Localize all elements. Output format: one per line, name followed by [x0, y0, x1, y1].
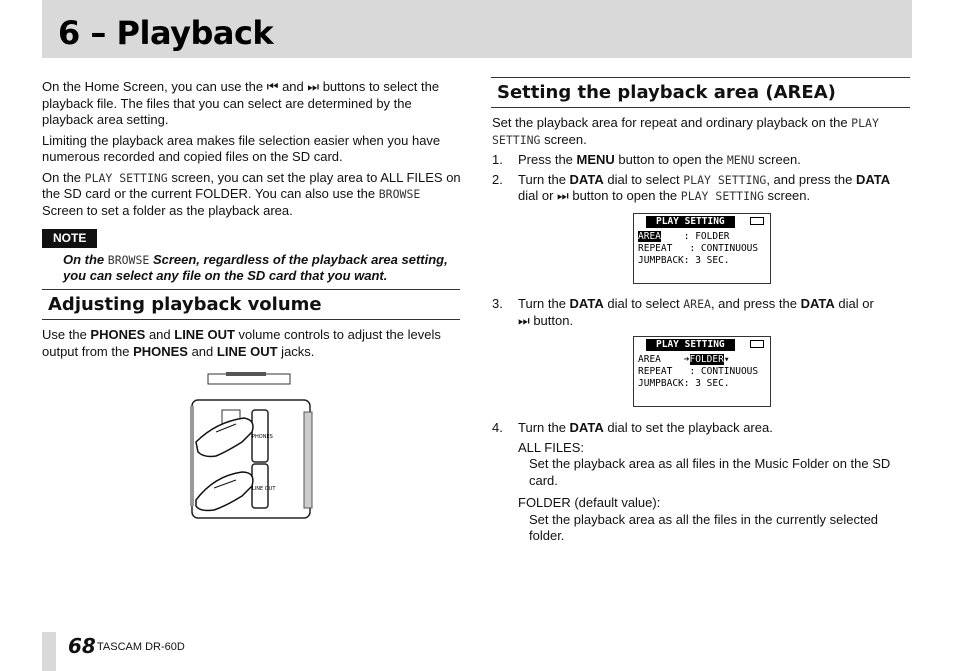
option-allfiles-label: ALL FILES: [518, 439, 584, 455]
text: dial or [834, 296, 874, 311]
text: , and press the [766, 171, 856, 187]
text: volume controls to adjust the levels output from the [42, 327, 441, 359]
step-number: 4. [492, 420, 503, 435]
text: Turn the [518, 420, 570, 435]
lcd-row-area [638, 354, 766, 366]
step-1 [492, 152, 912, 169]
step-4 [492, 420, 912, 437]
text: dial to select [603, 171, 684, 187]
text: and [145, 327, 175, 342]
step-2 [492, 172, 912, 205]
chapter-title: 6 – Playback [58, 14, 274, 52]
bold-term: DATA [800, 296, 835, 311]
bold-term: DATA [569, 171, 604, 187]
battery-icon [750, 217, 764, 225]
text: dial to set the playback area. [603, 420, 773, 435]
step-number: 3. [492, 296, 503, 311]
text: Press the [518, 152, 577, 167]
arrow-right-icon: ➔ [683, 354, 690, 365]
bold-term: DATA [569, 420, 604, 435]
screen-name: AREA [683, 297, 711, 311]
bold-term: LINE OUT [216, 343, 278, 359]
note-text [63, 252, 462, 285]
note-badge: NOTE [42, 229, 97, 248]
text: and [187, 343, 217, 359]
limit-paragraph: Limiting the playback area makes file selection easier when you have numerous recorded and copied files on the SD card. [42, 132, 441, 164]
text: jacks. [277, 343, 315, 359]
step-number: 2. [492, 171, 503, 187]
text: On the Home Screen, you can use the [42, 79, 267, 94]
screen-name: PLAY SETTING [680, 189, 764, 203]
chevron-down-icon: ▾ [723, 354, 730, 365]
area-intro [492, 115, 912, 148]
step-number: 1. [492, 152, 503, 167]
screen-name: PLAY SETTING [84, 170, 168, 185]
text: Screen, regardless of the playback area setting, you can select any file on the SD card that you want. [63, 251, 448, 283]
lcd-title: PLAY SETTING [646, 216, 735, 228]
lcd-row-repeat: REPEAT : CONTINUOUS [638, 243, 759, 254]
skip-forward-icon: ⏭ [307, 79, 320, 94]
left-column [42, 79, 462, 289]
phones-label: PHONES [252, 434, 273, 440]
lcd-row-jumpback: JUMPBACK: 3 SEC. [638, 378, 730, 389]
text: On the [42, 169, 85, 185]
lcd-title: PLAY SETTING [646, 339, 735, 351]
text: Turn the [518, 171, 570, 187]
step-4-block [492, 420, 912, 549]
bold-term: MENU [576, 152, 615, 167]
text: On the [63, 251, 108, 267]
skip-forward-icon: ⏭ [557, 188, 569, 203]
section-heading-area: Setting the playback area (AREA) [491, 77, 910, 108]
text: and [278, 79, 308, 94]
skip-forward-icon: ⏭ [518, 312, 530, 328]
section-heading-volume: Adjusting playback volume [42, 289, 460, 320]
text: Turn the [518, 296, 570, 311]
option-folder-label: FOLDER (default value): [518, 495, 661, 510]
lcd-row-repeat: REPEAT : CONTINUOUS [638, 366, 759, 377]
lcd-label: AREA [638, 354, 684, 365]
bold-term: DATA [855, 171, 891, 187]
text: screen, you can set the play area to ALL FILES on the SD card or the current FOLDER. You can also use the [42, 169, 461, 201]
right-column [492, 115, 912, 208]
line-out-label: LINE OUT [252, 486, 276, 492]
text: Set the playback area for repeat and ordinary playback on the [492, 115, 852, 130]
lcd-row-area [638, 231, 766, 243]
text: button to open the [614, 152, 727, 167]
screen-name: PLAY SETTING [683, 172, 767, 187]
text: dial to select [603, 296, 684, 311]
steps-list [492, 152, 912, 205]
page-number: 68 [68, 634, 96, 658]
device-volume-illustration [186, 372, 318, 522]
bold-term: DATA [569, 296, 604, 311]
skip-back-icon: ⏮ [266, 79, 279, 94]
lcd-selected-value: FOLDER [689, 354, 724, 365]
text: screen. [754, 152, 801, 167]
chapter-header [42, 0, 912, 58]
text: Use the [42, 327, 91, 342]
text: dial or [518, 188, 558, 203]
play-setting-paragraph [42, 170, 462, 220]
text: screen. [540, 131, 587, 147]
bold-term: LINE OUT [174, 327, 235, 342]
text: screen. [763, 188, 811, 203]
screen-name: MENU [726, 153, 755, 167]
text: , and press the [710, 296, 801, 311]
text: button. [529, 312, 574, 328]
step-3-block [492, 296, 912, 332]
bold-term: PHONES [133, 343, 188, 359]
intro-paragraph [42, 79, 462, 129]
lcd-row-jumpback: JUMPBACK: 3 SEC. [638, 255, 730, 266]
bold-term: PHONES [90, 327, 146, 342]
text: buttons to select the playback file. The files that you can select are determined by the playback area setting. [42, 79, 440, 127]
screen-name: BROWSE [107, 252, 150, 267]
text: Screen to set a folder as the playback area. [42, 202, 293, 218]
lcd-value: : FOLDER [660, 231, 730, 242]
footer-bar [42, 632, 56, 671]
lcd-selected-item: AREA [638, 231, 661, 242]
step-3 [492, 296, 912, 329]
screen-name: PLAY SETTING [492, 116, 879, 147]
lcd-screen-area-value [633, 336, 771, 407]
screen-name: BROWSE [378, 187, 421, 201]
option-folder-desc: Set the playback area as all the files in the currently selected folder. [529, 511, 879, 543]
battery-icon [750, 340, 764, 348]
option-allfiles-desc: Set the playback area as all files in the Music Folder on the SD card. [529, 456, 891, 488]
lcd-screen-area-select [633, 213, 771, 284]
volume-paragraph [42, 327, 462, 364]
model-name: TASCAM DR-60D [97, 641, 185, 653]
text: button to open the [568, 188, 681, 203]
